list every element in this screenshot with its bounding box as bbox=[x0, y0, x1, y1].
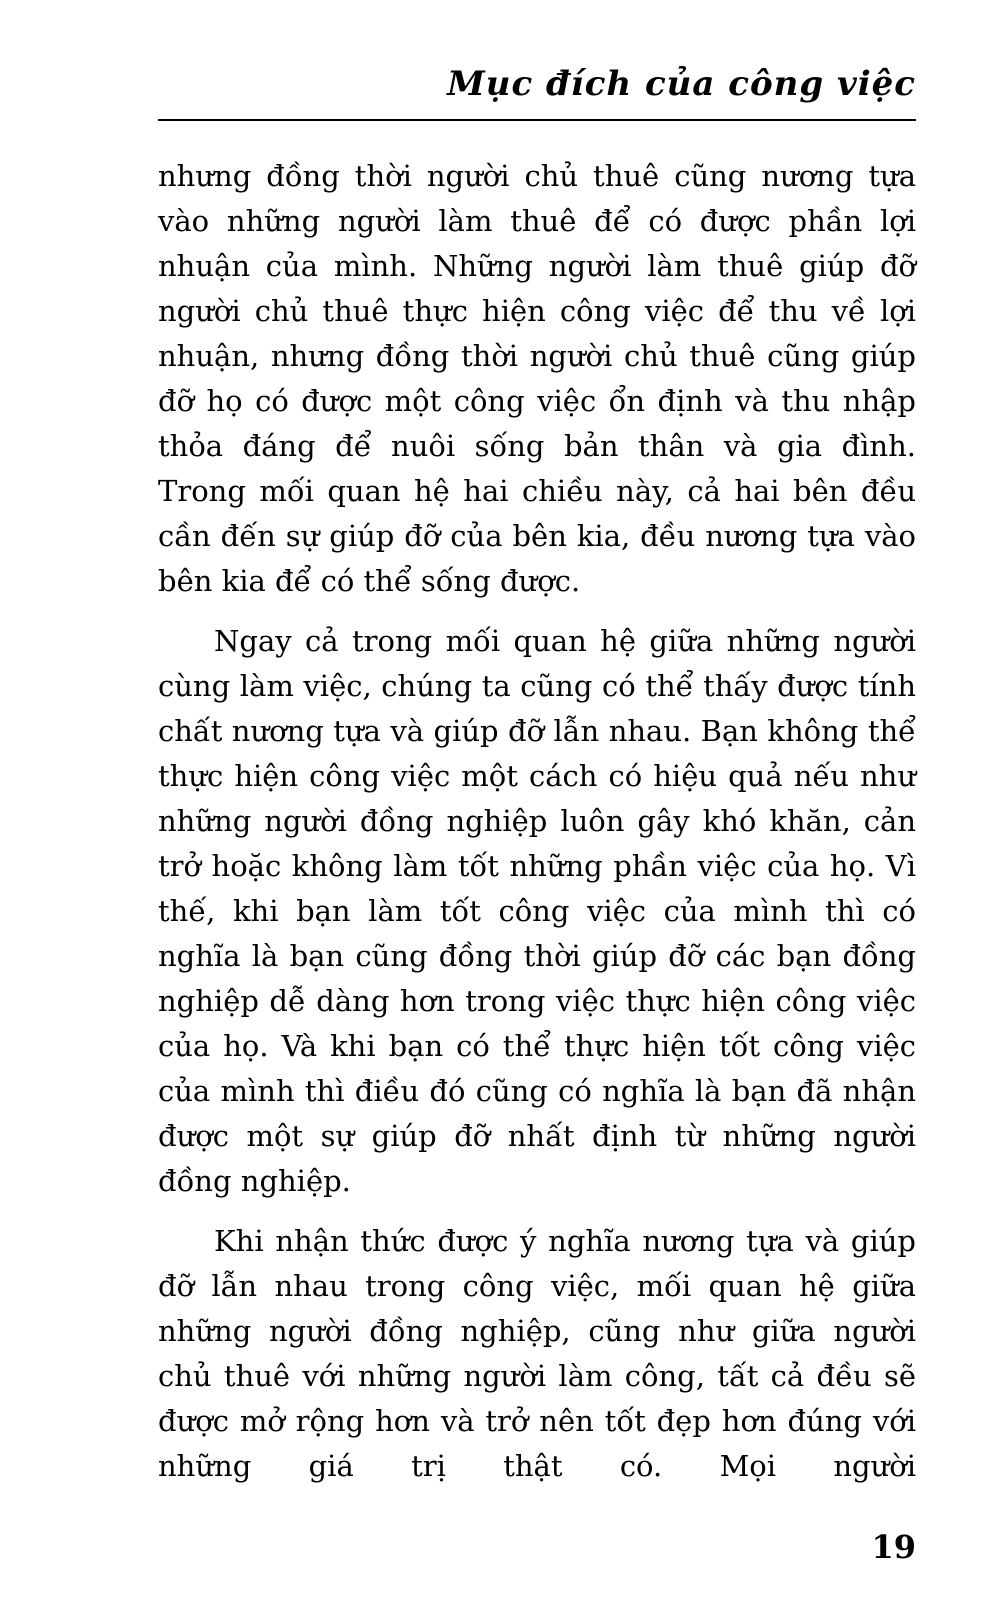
page-number: 19 bbox=[871, 1528, 916, 1566]
body-text bbox=[158, 154, 916, 1489]
header-divider bbox=[158, 119, 916, 121]
paragraph-1: nhưng đồng thời người chủ thuê cũng nương tựa vào những người làm thuê để có được phần lợi nhuận của mình. Những người làm thuê giúp đỡ người chủ thuê thực hiện công việc để thu về lợi nhuận, nhưng đồng thời người chủ thuê cũng giúp đỡ họ có được một công việc ổn định và thu nhập thỏa đáng để nuôi sống bản thân và gia đình. Trong mối quan hệ hai chiều này, cả hai bên đều cần đến sự giúp đỡ của bên kia, đều nương tựa vào bên kia để có thể sống được. bbox=[158, 159, 916, 598]
paragraph-2: Ngay cả trong mối quan hệ giữa những người cùng làm việc, chúng ta cũng có thể thấy được tính chất nương tựa và giúp đỡ lẫn nhau. Bạn không thể thực hiện công việc một cách có hiệu quả nếu như những người đồng nghiệp luôn gây khó khăn, cản trở hoặc không làm tốt những phần việc của họ. Vì thế, khi bạn làm tốt công việc của mình thì có nghĩa là bạn cũng đồng thời giúp đỡ các bạn đồng nghiệp dễ dàng hơn trong việc thực hiện công việc của họ. Và khi bạn có thể thực hiện tốt công việc của mình thì điều đó cũng có nghĩa là bạn đã nhận được một sự giúp đỡ nhất định từ những người đồng nghiệp. bbox=[158, 624, 916, 1198]
paragraph-3: Khi nhận thức được ý nghĩa nương tựa và giúp đỡ lẫn nhau trong công việc, mối quan hệ giữa những người đồng nghiệp, cũng như giữa người chủ thuê với những người làm công, tất cả đều sẽ được mở rộng hơn và trở nên tốt đẹp hơn đúng với những giá trị thật có. Mọi người bbox=[158, 1224, 916, 1483]
running-header: Mục đích của công việc bbox=[447, 64, 916, 104]
